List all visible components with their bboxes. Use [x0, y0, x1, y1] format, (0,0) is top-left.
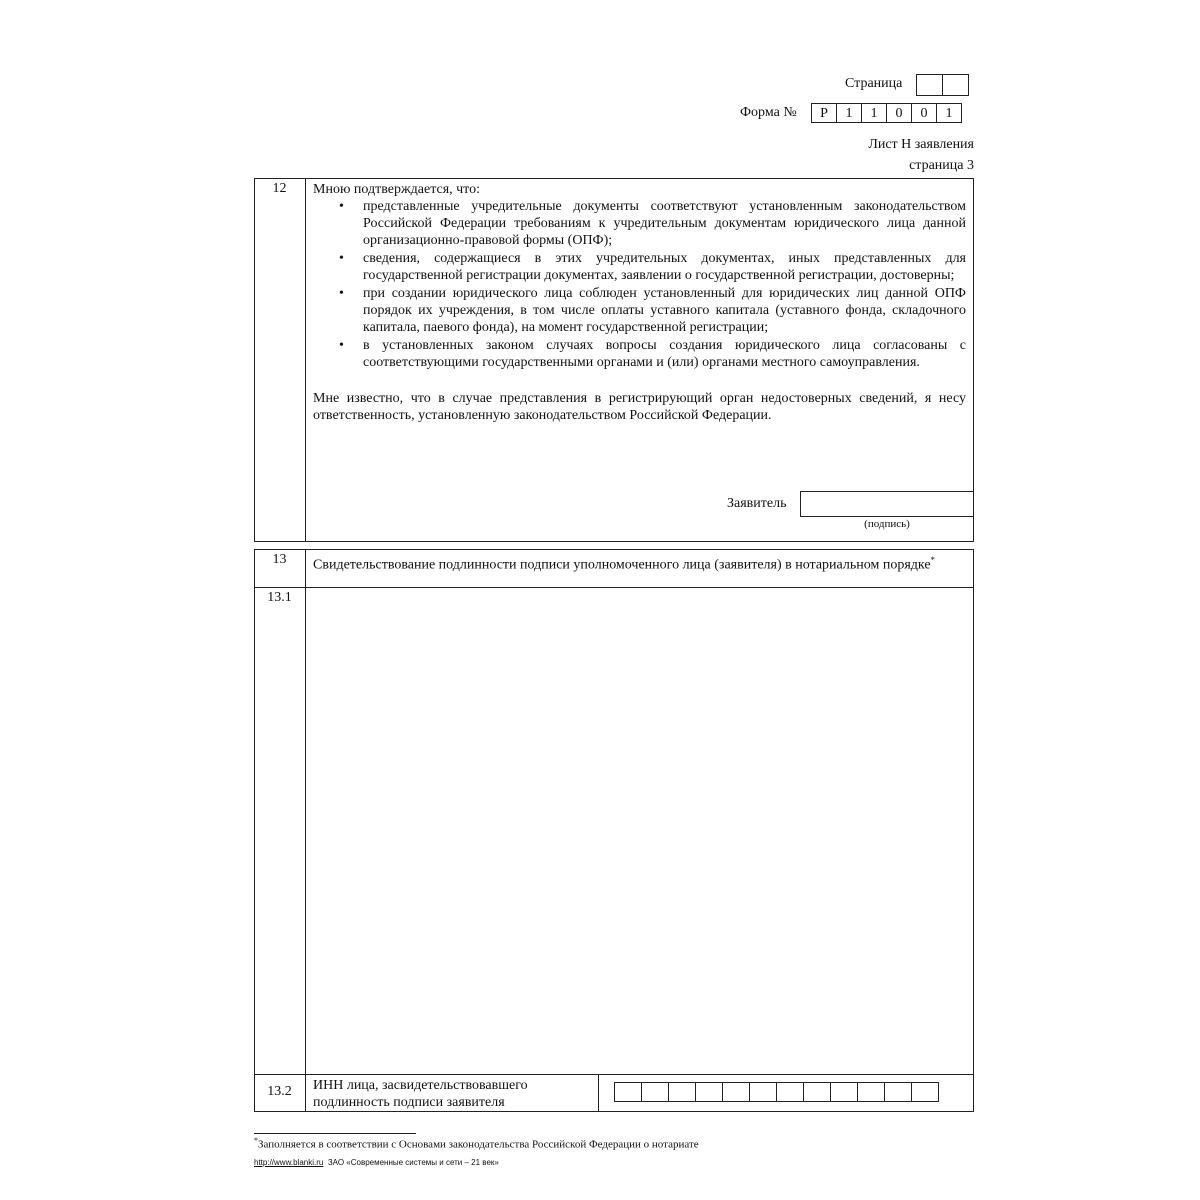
inn-digit-box[interactable] [668, 1082, 696, 1102]
section-13-1-number: 13.1 [267, 590, 292, 605]
section-12-divider [305, 178, 306, 542]
confirmation-item: • при создании юридического лица соблюден установленный для юридических лиц данной ОПФ порядок их учреждения, в том числе оплаты уставного капитала (уставного фонда, складочного капитала, паевого фонда), на момент государственной регистрации; [363, 285, 966, 336]
confirmation-item: • сведения, содержащиеся в этих учредительных документах, иных представленных для государственной регистрации документах, заявлении о государственной регистрации, достоверны; [363, 250, 966, 284]
section-12-intro: Мною подтверждается, что: [313, 182, 481, 197]
section-13-number: 13 [272, 552, 287, 567]
applicant-label: Заявитель [727, 496, 787, 511]
inn-digit-box[interactable] [884, 1082, 912, 1102]
page-digit-box[interactable] [916, 74, 943, 96]
inn-input-boxes[interactable] [615, 1082, 939, 1107]
inn-digit-box[interactable] [749, 1082, 777, 1102]
form-digit: 1 [936, 103, 962, 123]
form-digit: 0 [911, 103, 937, 123]
inn-digit-box[interactable] [614, 1082, 642, 1102]
section-13-title [313, 552, 963, 574]
confirmation-item: • в установленных законом случаях вопросы создания юридического лица согласованы с соответствующими государственными органами и (или) органами местного самоуправления. [363, 337, 966, 371]
form-label: Форма № [740, 105, 797, 120]
notary-certification-area[interactable] [307, 589, 972, 1073]
signature-caption: (подпись) [864, 518, 910, 530]
page-number-boxes[interactable] [917, 74, 971, 96]
form-digit: 1 [836, 103, 862, 123]
section-13-2-rule [254, 1074, 974, 1075]
inn-digit-box[interactable] [722, 1082, 750, 1102]
section-13-header-rule [254, 587, 974, 588]
section-13-divider [305, 549, 306, 1112]
section-12-number: 12 [272, 181, 287, 196]
confirmation-list [313, 198, 966, 371]
inn-digit-box[interactable] [911, 1082, 939, 1102]
section-13-title-text: Свидетельствование подлинности подписи уполномоченного лица (заявителя) в нотариальном порядке [313, 557, 931, 573]
footnote [254, 1136, 699, 1151]
inn-digit-box[interactable] [830, 1082, 858, 1102]
inn-label: ИНН лица, засвидетельствовавшего подлинность подписи заявителя [313, 1078, 528, 1110]
company-name: ЗАО «Современные системы и сети – 21 век» [327, 1158, 499, 1167]
inn-digit-box[interactable] [695, 1082, 723, 1102]
blanki-link[interactable]: http://www.blanki.ru [254, 1158, 324, 1167]
footnote-mark: * [930, 555, 936, 565]
liability-notice: Мне известно, что в случае представления в регистрирующий орган недостоверных сведений, я несу ответственность, установленную законодательством Российской Федерации. [313, 391, 966, 423]
page-label: Страница [845, 76, 903, 91]
confirmation-item: • представленные учредительные документы соответствуют установленным законодательством Российской Федерации требованиям к учредительным документам юридического лица данной организационно-правовой формы (ОПФ); [363, 198, 966, 249]
sheet-label: Лист Н заявления [868, 137, 974, 152]
sheet-page: страница 3 [909, 158, 974, 173]
inn-digit-box[interactable] [641, 1082, 669, 1102]
footnote-text: Заполняется в соответствии с Основами законодательства Российской Федерации о нотариате [258, 1138, 699, 1151]
footnote-rule [254, 1133, 416, 1134]
form-digit: Р [811, 103, 837, 123]
inn-digit-box[interactable] [776, 1082, 804, 1102]
footer-credit [254, 1158, 499, 1167]
signature-field[interactable] [800, 491, 974, 517]
form-digit: 1 [861, 103, 887, 123]
section-13-2-number: 13.2 [267, 1084, 292, 1099]
inn-digit-box[interactable] [857, 1082, 885, 1102]
form-number-boxes [812, 103, 962, 123]
page-digit-box[interactable] [942, 74, 969, 96]
form-digit: 0 [886, 103, 912, 123]
inn-divider [598, 1074, 599, 1112]
inn-digit-box[interactable] [803, 1082, 831, 1102]
footnote-mark: * [254, 1136, 258, 1145]
section-12-content [313, 181, 966, 424]
